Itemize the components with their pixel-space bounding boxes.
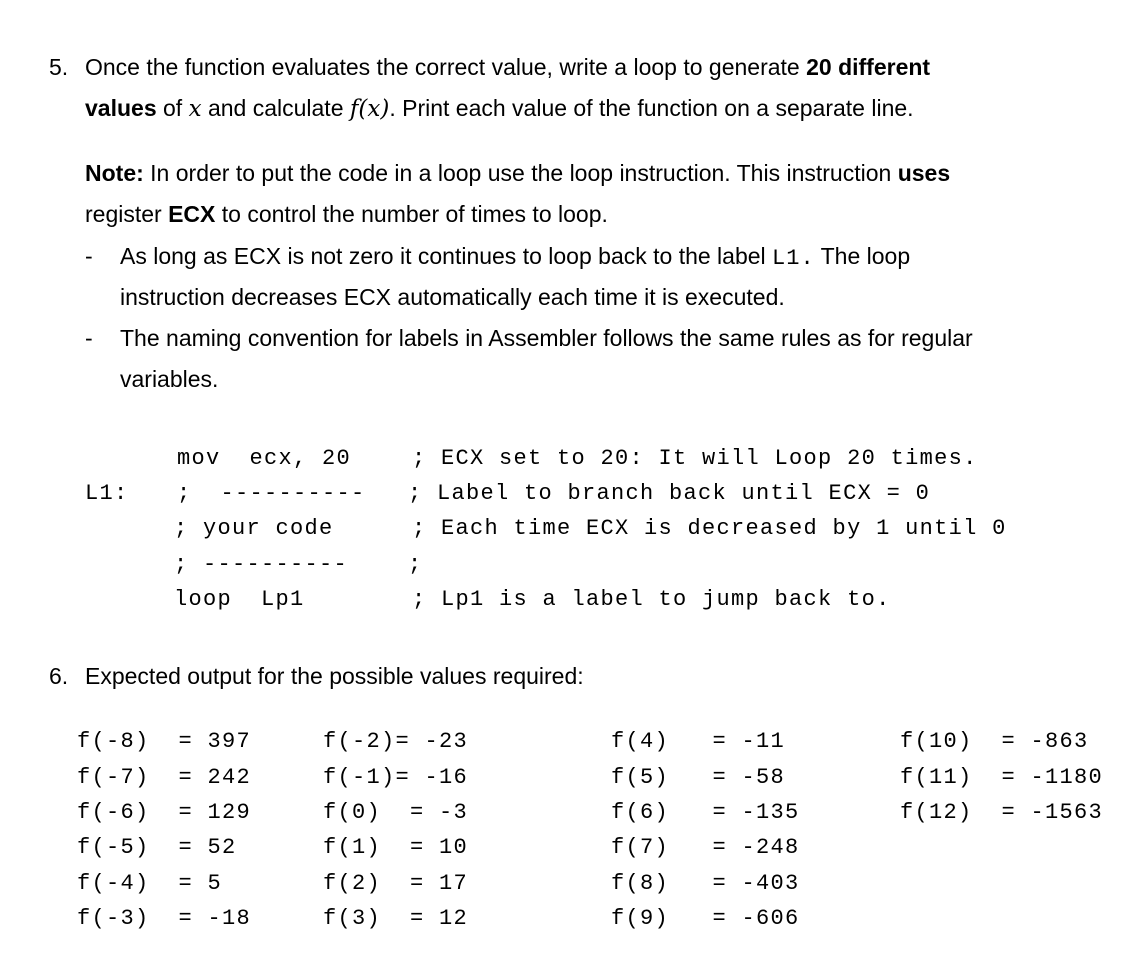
- item-5-text-d: . Print each value of the function on a separate line.: [389, 95, 914, 121]
- note-line-2: [85, 201, 608, 228]
- code-instr-1: mov ecx, 20: [177, 446, 352, 471]
- result-row: f(-3) = -18: [77, 906, 252, 931]
- note-text-b: register: [85, 201, 169, 227]
- note-label: Note:: [85, 160, 144, 186]
- result-row: f(4) = -11: [611, 729, 786, 754]
- result-row: f(6) = -135: [611, 800, 800, 825]
- result-row: f(5) = -58: [611, 765, 786, 790]
- result-row: f(9) = -606: [611, 906, 800, 931]
- result-row: f(8) = -403: [611, 871, 800, 896]
- bullet-2-line-2: variables.: [120, 366, 219, 392]
- note-bold-uses: uses: [897, 160, 951, 186]
- item-5-bold-b: values: [85, 95, 157, 121]
- code-comment-4: ;: [408, 552, 423, 577]
- bullet-dash-1: -: [85, 243, 93, 269]
- item-6-title: Expected output for the possible values required:: [85, 663, 584, 689]
- bullet-dash-2: -: [85, 325, 93, 351]
- result-row: f(12) = -1563: [900, 800, 1104, 825]
- item-5-line-2: [85, 95, 914, 122]
- code-instr-3: ; your code: [174, 516, 334, 541]
- bullet-1-line-1: [120, 243, 910, 271]
- result-row: f(-8) = 397: [77, 729, 252, 754]
- code-label-l1: L1:: [85, 481, 129, 506]
- result-row: f(0) = -3: [323, 800, 469, 825]
- result-row: f(10) = -863: [900, 729, 1089, 754]
- result-row: f(-1)= -16: [323, 765, 469, 790]
- result-row: f(7) = -248: [611, 835, 800, 860]
- code-instr-2: ; ----------: [177, 481, 366, 506]
- code-instr-5: loop Lp1: [174, 587, 305, 612]
- item-5-text-c: and calculate: [201, 95, 350, 121]
- item-5-text-a: Once the function evaluates the correct value, write a loop to generate: [85, 54, 807, 80]
- result-row: f(-2)= -23: [323, 729, 469, 754]
- result-row: f(-7) = 242: [77, 765, 252, 790]
- code-comment-3: ; Each time ECX is decreased by 1 until 0: [412, 516, 1007, 541]
- item-5-text-b: of: [156, 95, 189, 121]
- item-5-number: 5.: [49, 54, 69, 80]
- bullet-1-text-b: The loop: [814, 243, 911, 269]
- variable-x: x: [188, 96, 202, 122]
- result-row: f(3) = 12: [323, 906, 469, 931]
- note-text-a: In order to put the code in a loop use the loop instruction. This instruction: [143, 160, 898, 186]
- note-bold-ecx: ECX: [168, 201, 216, 227]
- bullet-2-line-1: The naming convention for labels in Assembler follows the same rules as for regular: [120, 325, 973, 351]
- bullet-1-text-a: As long as ECX is not zero it continues to loop back to the label: [120, 243, 773, 269]
- bullet-1-line-2: instruction decreases ECX automatically each time it is executed.: [120, 284, 785, 310]
- function-fx: f(x): [349, 96, 390, 122]
- result-row: f(1) = 10: [323, 835, 469, 860]
- result-row: f(2) = 17: [323, 871, 469, 896]
- result-row: f(11) = -1180: [900, 765, 1104, 790]
- result-row: f(-6) = 129: [77, 800, 252, 825]
- code-instr-4: ; ----------: [174, 552, 349, 577]
- item-5-line-1: [85, 54, 930, 81]
- result-row: f(-4) = 5: [77, 871, 223, 896]
- code-comment-5: ; Lp1 is a label to jump back to.: [412, 587, 891, 612]
- label-l1-code: L1.: [772, 246, 815, 271]
- result-row: f(-5) = 52: [77, 835, 237, 860]
- note-line-1: [85, 160, 950, 187]
- note-text-c: to control the number of times to loop.: [215, 201, 608, 227]
- item-6-number: 6.: [49, 663, 69, 689]
- code-comment-2: ; Label to branch back until ECX = 0: [408, 481, 931, 506]
- item-5-bold-a: 20 different: [806, 54, 931, 80]
- code-comment-1: ; ECX set to 20: It will Loop 20 times.: [412, 446, 978, 471]
